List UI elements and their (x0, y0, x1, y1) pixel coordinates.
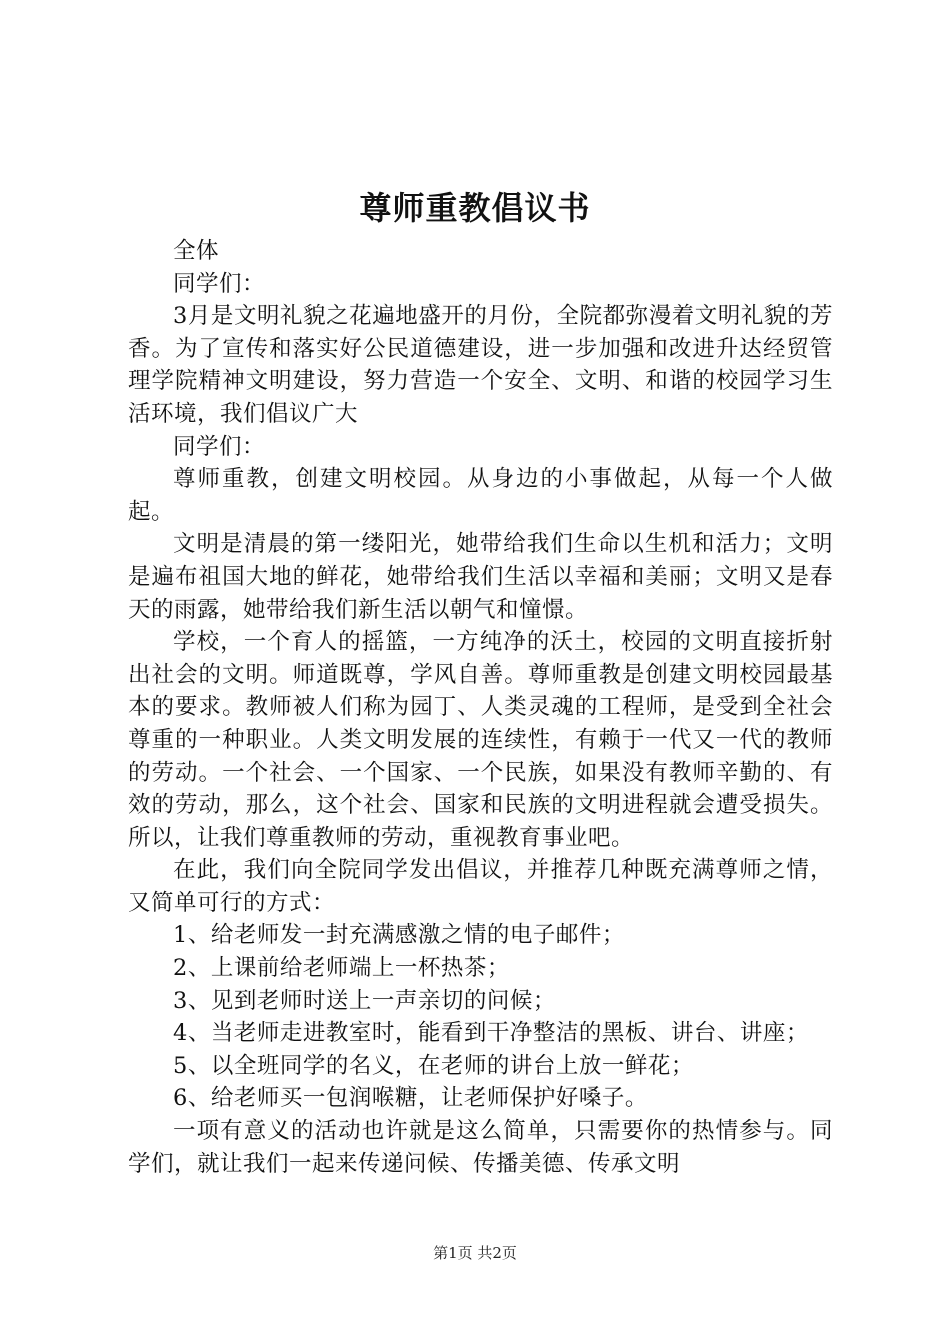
paragraph-closing: 一项有意义的活动也许就是这么简单，只需要你的热情参与。同学们，就让我们一起来传递问候、传播美德、传承文明 (128, 1118, 833, 1177)
list-item-2: 2、上课前给老师端上一杯热茶； (173, 955, 510, 982)
paragraph-civilization: 文明是清晨的第一缕阳光，她带给我们生命以生机和活力；文明是遍布祖国大地的鲜花，她带给我们生活以幸福和美丽；文明又是春天的雨露，她带给我们新生活以朝气和憧憬。 (128, 531, 833, 623)
paragraph-salutation-1: 全体 (173, 238, 220, 264)
document-body (128, 235, 833, 1180)
list-item-1: 1、给老师发一封充满感激之情的电子邮件； (173, 922, 625, 949)
paragraph-salutation-2: 同学们： (173, 270, 266, 297)
paragraph-theme: 尊师重教，创建文明校园。从身边的小事做起，从每一个人做起。 (128, 466, 833, 525)
list-item-5: 5、以全班同学的名义，在老师的讲台上放一鲜花； (173, 1052, 694, 1079)
page-footer: 第1页 共2页 (433, 1244, 517, 1262)
list-item-3: 3、见到老师时送上一声亲切的问候； (173, 987, 556, 1014)
paragraph-proposal: 在此，我们向全院同学发出倡议，并推荐几种既充满尊师之情，又简单可行的方式： (128, 857, 833, 916)
paragraph-school: 学校，一个育人的摇篮，一方纯净的沃土，校园的文明直接折射出社会的文明。师道既尊，学风自善。尊师重教是创建文明校园最基本的要求。教师被人们称为园丁、人类灵魂的工程师，是受到全社会尊重的一种职业。人类文明发展的连续性，有赖于一代又一代的教师的劳动。一个社会、一个国家、一个民族，如果没有教师辛勤的、有效的劳动，那么，这个社会、国家和民族的文明进程就会遭受损失。所以，让我们尊重教师的劳动，重视教育事业吧。 (128, 629, 833, 851)
document-title: 尊师重教倡议书 (359, 189, 591, 227)
list-item-6: 6、给老师买一包润喉糖，让老师保护好嗓子。 (173, 1085, 648, 1112)
paragraph-intro: 3月是文明礼貌之花遍地盛开的月份，全院都弥漫着文明礼貌的芳香。为了宣传和落实好公民道德建设，进一步加强和改进升达经贸管理学院精神文明建设，努力营造一个安全、文明、和谐的校园学习生活环境，我们倡议广大 (128, 303, 833, 427)
list-item-4: 4、当老师走进教室时，能看到干净整洁的黑板、讲台、讲座； (173, 1020, 809, 1047)
paragraph-salutation-3: 同学们： (173, 433, 266, 460)
